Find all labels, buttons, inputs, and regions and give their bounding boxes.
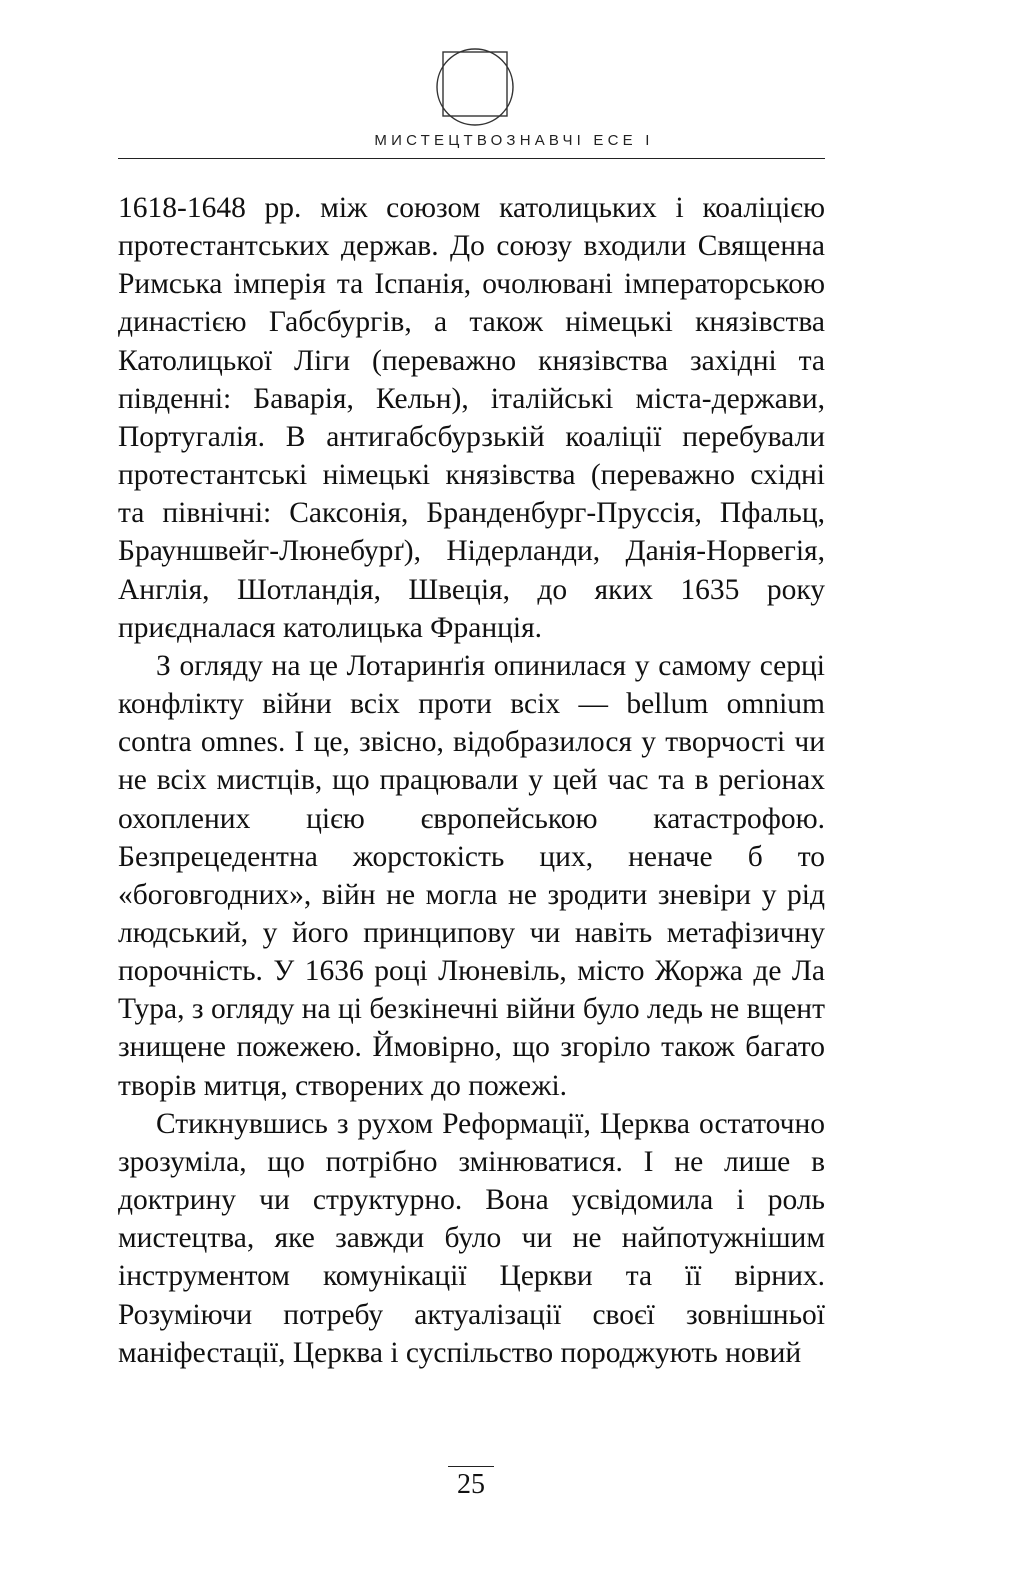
body-text [118,189,825,1372]
running-header-title: МИСТЕЦТВОЗНАВЧІ ЕСЕ І [374,132,654,149]
page-number: 25 [448,1466,494,1501]
circle-square-emblem-icon [434,46,516,128]
paragraph: Стикнувшись з рухом Реформації, Церква остаточно зрозуміла, що потрібно змінюватися. І не лише в доктрину чи структурно. Вона усвідомила і роль мистецтва, яке завжди було чи не найпотужнішим інструментом комунікації Церкви та її вірних. Розуміючи потребу актуалізації своєї зовнішньої маніфестації, Церква і суспільство породжують новий [118,1107,825,1369]
header-rule [118,158,825,159]
paragraph: 1618-1648 рр. між союзом католицьких і коаліцією протестантських держав. До союзу входили Священна Римська імперія та Іспанія, очолювані імператорською династією Габсбургів, а також німецькі князівства Католицької Ліги (переважно князівства західні та південні: Баварія, Кельн), італійські міста-держави, Португалія. В антигабсбурзькій коаліції перебували протестантські німецькі князівства (переважно східні та північні: Саксонія, Бранденбург-Пруссія, Пфальц, Брауншвейг-Люнебурґ), Нідерланди, Данія-Норвегія, Англія, Шотландія, Швеція, до яких 1635 року приєдналася католицька Франція. [118,192,825,644]
paragraph: З огляду на це Лотаринґія опинилася у самому серці конфлікту війни всіх проти всіх — bellum omnium contra omnes. І це, звісно, відобразилося у творчості чи не всіх мистців, що працювали у цей час та в регіонах охоплених цією європейською катастрофою. Безпрецедентна жорстокість цих, неначе б то «боговгодних», війн не могла не зродити зневіри у рід людський, у його принципову чи навіть метафізичну порочність. У 1636 році Люневіль, місто Жоржа де Ла Тура, з огляду на ці безкінечні війни було ледь не вщент знищене пожежею. Ймовірно, що згоріло також багато творів митця, створених до пожежі. [118,649,825,1102]
